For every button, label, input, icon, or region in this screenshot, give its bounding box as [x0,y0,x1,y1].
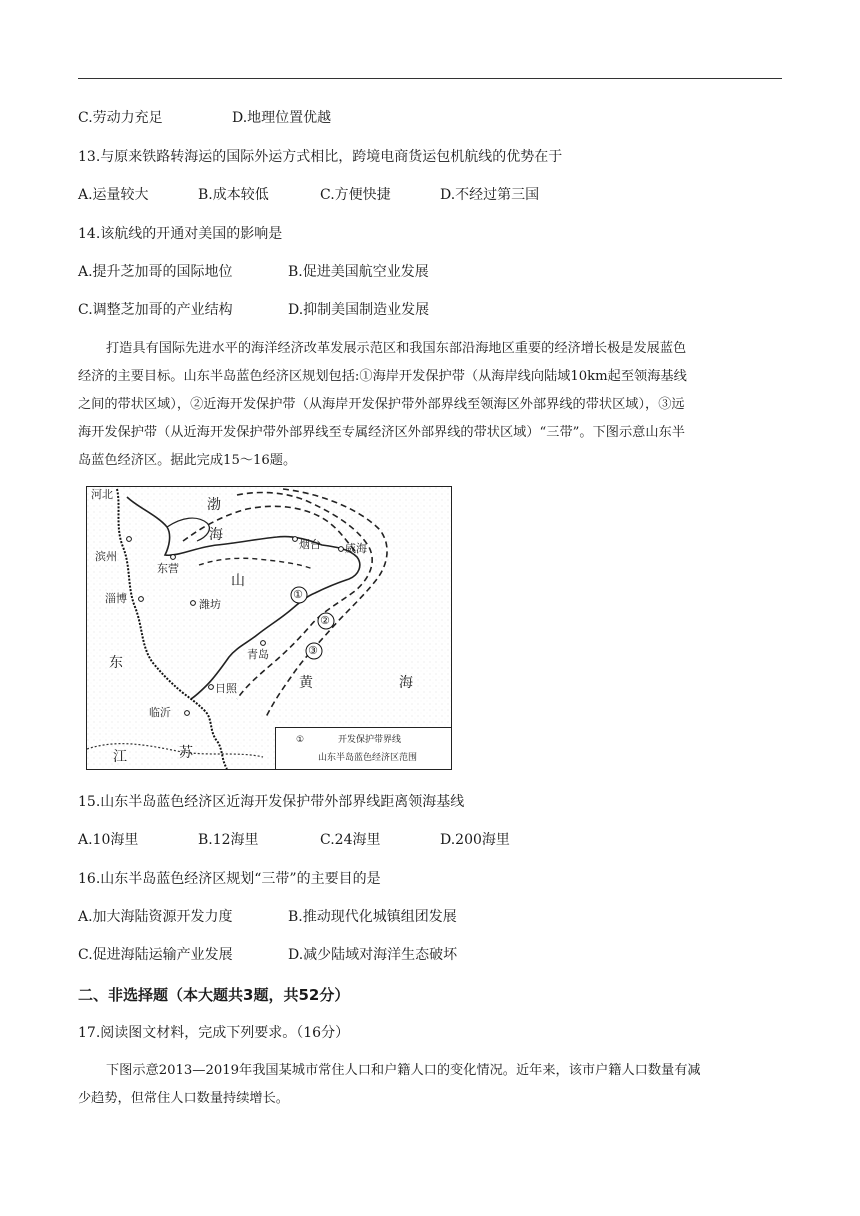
map-band-1-label: ① [293,588,303,601]
q12-option-c: C.劳动力充足 [78,110,163,126]
q14-option-c: C.调整芝加哥的产业结构 [78,302,233,318]
passage-line-1: 打造具有国际先进水平的海洋经济改革发展示范区和我国东部沿海地区重要的经济增长极是发展蓝色 [106,341,687,356]
map-label-bohai-2: 海 [209,527,223,543]
q13-option-b: B.成本较低 [198,187,269,203]
passage-line-4: 海开发保护带（从近海开发保护带外部界线至专属经济区外部界线的带状区域）“三带”。下图示意山东半 [78,425,685,440]
map-band-3-label: ③ [308,644,318,657]
q17-passage-line-2: 少趋势，但常住人口数量持续增长。 [78,1091,289,1106]
shandong-blue-economic-zone-map [86,486,452,770]
q16-stem: 16.山东半岛蓝色经济区规划“三带”的主要目的是 [78,871,381,887]
q14-stem: 14.该航线的开通对美国的影响是 [78,226,283,242]
map-legend [275,727,452,770]
q16-option-c: C.促进海陆运输产业发展 [78,947,233,963]
passage-line-2: 经济的主要目标。山东半岛蓝色经济区规划包括:①海岸开发保护带（从海岸线向陆域10km起至领海基线 [78,369,687,384]
map-band-2-label: ② [320,614,330,627]
map-label-yantai: 烟台 [299,538,321,551]
map-label-hai: 海 [399,675,413,691]
q15-stem: 15.山东半岛蓝色经济区近海开发保护带外部界线距离领海基线 [78,794,465,810]
q15-option-a: A.10海里 [78,832,139,848]
map-label-binzhou: 滨州 [95,550,117,563]
q13-stem: 13.与原来铁路转海运的国际外运方式相比，跨境电商货运包机航线的优势在于 [78,149,563,165]
q14-option-a: A.提升芝加哥的国际地位 [78,264,233,280]
q16-option-b: B.推动现代化城镇组团发展 [288,909,457,925]
map-label-weifang: 潍坊 [199,598,221,611]
q16-option-d: D.减少陆域对海洋生态破坏 [288,947,458,963]
q17-passage-line-1: 下图示意2013—2019年我国某城市常住人口和户籍人口的变化情况。近年来，该市户籍人口数量有减 [106,1063,701,1078]
map-label-linyi: 临沂 [149,706,171,719]
q17-stem: 17.阅读图文材料，完成下列要求。（16分） [78,1025,350,1041]
q13-option-d: D.不经过第三国 [440,187,540,203]
section-title: 二、非选择题（本大题共3题，共52分） [78,986,350,1004]
q15-option-d: D.200海里 [440,832,510,848]
q14-option-d: D.抑制美国制造业发展 [288,302,430,318]
map-label-dongying: 东营 [157,562,179,575]
header-rule [78,78,782,79]
q13-option-c: C.方便快捷 [320,187,391,203]
map-label-huang: 黄 [299,675,313,691]
q13-option-a: A.运量较大 [78,187,149,203]
map-label-bohai-1: 渤 [207,497,221,513]
map-label-weihai: 威海 [345,542,367,555]
map-label-dong: 东 [109,655,123,671]
map-label-rizhao: 日照 [215,682,237,695]
q16-option-a: A.加大海陆资源开发力度 [78,909,233,925]
map-label-hebei: 河北 [91,488,113,501]
map-label-jiang: 江 [113,749,127,765]
map-label-zibo: 淄博 [105,592,127,605]
legend-symbol: ① [296,735,305,745]
q12-option-d: D.地理位置优越 [232,110,332,126]
map-label-su: 苏 [179,745,193,761]
map-label-qingdao: 青岛 [247,648,269,661]
q15-option-c: C.24海里 [320,832,381,848]
legend-boundary-label: 开发保护带界线 [338,735,402,745]
q15-option-b: B.12海里 [198,832,259,848]
legend-range-label: 山东半岛蓝色经济区范围 [318,753,418,763]
q14-option-b: B.促进美国航空业发展 [288,264,429,280]
map-label-shan: 山 [231,573,245,589]
passage-line-3: 之间的带状区域），②近海开发保护带（从海岸开发保护带外部界线至领海区外部界线的带状区域），③远 [78,397,685,412]
passage-line-5: 岛蓝色经济区。据此完成15～16题。 [78,453,297,468]
